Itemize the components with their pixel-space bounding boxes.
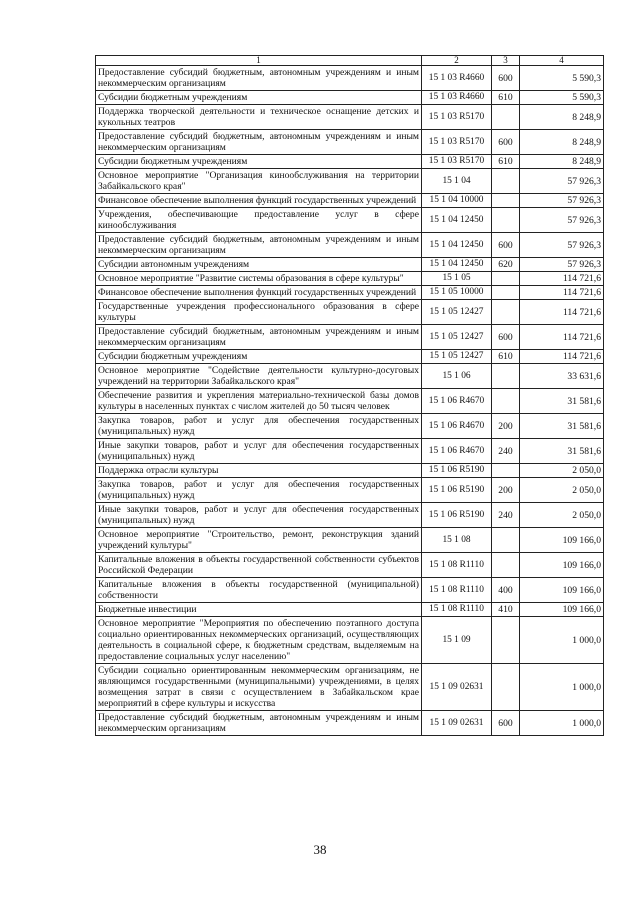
row-expense-type-cell: 240 [492, 503, 520, 528]
row-amount-cell: 2 050,0 [520, 464, 604, 478]
row-code-cell: 15 1 03 R5170 [422, 155, 492, 169]
row-expense-type-cell: 200 [492, 478, 520, 503]
row-expense-type-cell [492, 300, 520, 325]
row-expense-type-cell [492, 389, 520, 414]
row-code-cell: 15 1 06 R5190 [422, 478, 492, 503]
table-row [96, 286, 604, 300]
row-name-cell: Государственные учреждения профессионального образования в сфере культуры [96, 300, 422, 325]
table-row [96, 603, 604, 617]
row-amount-cell: 2 050,0 [520, 503, 604, 528]
row-name-cell: Предоставление субсидий бюджетным, автономным учреждениям и иным некоммерческим организациям [96, 130, 422, 155]
row-name-cell: Субсидии бюджетным учреждениям [96, 91, 422, 105]
table-row [96, 208, 604, 233]
row-amount-cell: 33 631,6 [520, 364, 604, 389]
row-name-cell: Субсидии бюджетным учреждениям [96, 155, 422, 169]
table-row [96, 414, 604, 439]
row-amount-cell: 57 926,3 [520, 169, 604, 194]
row-expense-type-cell: 410 [492, 603, 520, 617]
row-amount-cell: 114 721,6 [520, 350, 604, 364]
row-code-cell: 15 1 08 R1110 [422, 603, 492, 617]
row-amount-cell: 8 248,9 [520, 155, 604, 169]
row-amount-cell: 31 581,6 [520, 439, 604, 464]
table-row [96, 66, 604, 91]
row-expense-type-cell [492, 208, 520, 233]
row-name-cell: Иные закупки товаров, работ и услуг для обеспечения государственных (муниципальных) нужд [96, 439, 422, 464]
row-name-cell: Поддержка творческой деятельности и техническое оснащение детских и кукольных театров [96, 105, 422, 130]
row-name-cell: Финансовое обеспечение выполнения функций государственных учреждений [96, 286, 422, 300]
row-expense-type-cell [492, 194, 520, 208]
row-code-cell: 15 1 04 10000 [422, 194, 492, 208]
row-expense-type-cell: 600 [492, 711, 520, 736]
row-amount-cell: 114 721,6 [520, 272, 604, 286]
row-code-cell: 15 1 06 R5190 [422, 464, 492, 478]
row-amount-cell: 57 926,3 [520, 258, 604, 272]
row-amount-cell: 114 721,6 [520, 286, 604, 300]
row-name-cell: Основное мероприятие "Содействие деятельности культурно-досуговых учреждений на территории Забайкальского края" [96, 364, 422, 389]
row-code-cell: 15 1 05 12427 [422, 350, 492, 364]
row-amount-cell: 2 050,0 [520, 478, 604, 503]
row-code-cell: 15 1 09 [422, 617, 492, 664]
row-expense-type-cell: 620 [492, 258, 520, 272]
row-code-cell: 15 1 04 12450 [422, 258, 492, 272]
row-name-cell: Субсидии социально ориентированным некоммерческим организациям, не являющимся государственными (муниципальными) учреждениями, в целях возмещения затрат в связи с осуществлением в Забайкальском крае мероприятий в сфере культуры и искусства [96, 664, 422, 711]
row-expense-type-cell [492, 364, 520, 389]
row-code-cell: 15 1 05 12427 [422, 325, 492, 350]
table-row [96, 711, 604, 736]
row-expense-type-cell: 240 [492, 439, 520, 464]
row-name-cell: Основное мероприятие "Развитие системы образования в сфере культуры" [96, 272, 422, 286]
row-amount-cell: 57 926,3 [520, 194, 604, 208]
row-name-cell: Обеспечение развития и укрепления материально-технической базы домов культуры в населенных пунктах с числом жителей до 50 тысяч человек [96, 389, 422, 414]
row-expense-type-cell: 600 [492, 130, 520, 155]
table-row [96, 503, 604, 528]
row-expense-type-cell: 200 [492, 414, 520, 439]
table-row [96, 364, 604, 389]
row-amount-cell: 57 926,3 [520, 233, 604, 258]
table-row [96, 194, 604, 208]
row-amount-cell: 109 166,0 [520, 603, 604, 617]
row-code-cell: 15 1 05 12427 [422, 300, 492, 325]
header-cell: 4 [520, 56, 604, 66]
row-code-cell: 15 1 05 10000 [422, 286, 492, 300]
row-code-cell: 15 1 06 R5190 [422, 503, 492, 528]
row-name-cell: Закупка товаров, работ и услуг для обеспечения государственных (муниципальных) нужд [96, 478, 422, 503]
table-row [96, 233, 604, 258]
row-name-cell: Иные закупки товаров, работ и услуг для обеспечения государственных (муниципальных) нужд [96, 503, 422, 528]
row-name-cell: Капитальные вложения в объекты государственной (муниципальной) собственности [96, 578, 422, 603]
table-row [96, 350, 604, 364]
table-row [96, 617, 604, 664]
row-code-cell: 15 1 09 02631 [422, 711, 492, 736]
row-code-cell: 15 1 04 12450 [422, 208, 492, 233]
row-name-cell: Предоставление субсидий бюджетным, автономным учреждениям и иным некоммерческим организациям [96, 325, 422, 350]
row-name-cell: Субсидии автономным учреждениям [96, 258, 422, 272]
table-row [96, 528, 604, 553]
row-expense-type-cell [492, 105, 520, 130]
row-amount-cell: 5 590,3 [520, 91, 604, 105]
row-expense-type-cell: 610 [492, 155, 520, 169]
row-code-cell: 15 1 06 [422, 364, 492, 389]
row-amount-cell: 8 248,9 [520, 130, 604, 155]
row-amount-cell: 114 721,6 [520, 300, 604, 325]
table-row [96, 439, 604, 464]
row-amount-cell: 31 581,6 [520, 414, 604, 439]
row-amount-cell: 8 248,9 [520, 105, 604, 130]
table-row [96, 300, 604, 325]
row-name-cell: Основное мероприятие "Строительство, ремонт, реконструкция зданий учреждений культуры" [96, 528, 422, 553]
row-name-cell: Бюджетные инвестиции [96, 603, 422, 617]
table-row [96, 389, 604, 414]
row-code-cell: 15 1 08 R1110 [422, 553, 492, 578]
row-expense-type-cell [492, 286, 520, 300]
table-row [96, 272, 604, 286]
row-name-cell: Поддержка отрасли культуры [96, 464, 422, 478]
row-amount-cell: 57 926,3 [520, 208, 604, 233]
table-row [96, 91, 604, 105]
row-amount-cell: 1 000,0 [520, 711, 604, 736]
row-expense-type-cell [492, 272, 520, 286]
table-row [96, 155, 604, 169]
row-name-cell: Финансовое обеспечение выполнения функций государственных учреждений [96, 194, 422, 208]
row-expense-type-cell: 610 [492, 350, 520, 364]
row-code-cell: 15 1 06 R4670 [422, 414, 492, 439]
row-code-cell: 15 1 05 [422, 272, 492, 286]
row-name-cell: Закупка товаров, работ и услуг для обеспечения государственных (муниципальных) нужд [96, 414, 422, 439]
row-expense-type-cell: 610 [492, 91, 520, 105]
row-code-cell: 15 1 03 R5170 [422, 105, 492, 130]
table-row [96, 478, 604, 503]
row-expense-type-cell [492, 464, 520, 478]
row-amount-cell: 109 166,0 [520, 553, 604, 578]
row-expense-type-cell: 600 [492, 233, 520, 258]
row-code-cell: 15 1 06 R4670 [422, 439, 492, 464]
table-row [96, 169, 604, 194]
header-cell: 2 [422, 56, 492, 66]
row-name-cell: Основное мероприятие "Мероприятия по обеспечению поэтапного доступа социально ориентированных некоммерческих организаций, осуществляющих деятельность в социальной сфере, к бюджетным средствам, выделяемым на предоставление социальных услуг населению" [96, 617, 422, 664]
row-amount-cell: 109 166,0 [520, 528, 604, 553]
row-amount-cell: 5 590,3 [520, 66, 604, 91]
table-row [96, 464, 604, 478]
table-row [96, 664, 604, 711]
row-code-cell: 15 1 03 R5170 [422, 130, 492, 155]
page-number: 38 [313, 842, 327, 857]
row-expense-type-cell [492, 528, 520, 553]
table-row [96, 105, 604, 130]
row-code-cell: 15 1 06 R4670 [422, 389, 492, 414]
table-row [96, 578, 604, 603]
row-expense-type-cell: 400 [492, 578, 520, 603]
row-code-cell: 15 1 03 R4660 [422, 66, 492, 91]
row-code-cell: 15 1 04 [422, 169, 492, 194]
row-name-cell: Предоставление субсидий бюджетным, автономным учреждениям и иным некоммерческим организациям [96, 66, 422, 91]
row-name-cell: Предоставление субсидий бюджетным, автономным учреждениям и иным некоммерческим организациям [96, 711, 422, 736]
table-row [96, 325, 604, 350]
row-amount-cell: 1 000,0 [520, 664, 604, 711]
budget-table [95, 55, 604, 736]
row-expense-type-cell: 600 [492, 66, 520, 91]
row-amount-cell: 114 721,6 [520, 325, 604, 350]
table-body [96, 66, 604, 736]
row-name-cell: Субсидии бюджетным учреждениям [96, 350, 422, 364]
row-expense-type-cell [492, 617, 520, 664]
row-amount-cell: 109 166,0 [520, 578, 604, 603]
row-expense-type-cell [492, 553, 520, 578]
row-code-cell: 15 1 08 R1110 [422, 578, 492, 603]
row-name-cell: Предоставление субсидий бюджетным, автономным учреждениям и иным некоммерческим организациям [96, 233, 422, 258]
row-code-cell: 15 1 03 R4660 [422, 91, 492, 105]
row-expense-type-cell [492, 664, 520, 711]
row-code-cell: 15 1 09 02631 [422, 664, 492, 711]
table-row [96, 258, 604, 272]
row-expense-type-cell [492, 169, 520, 194]
row-name-cell: Учреждения, обеспечивающие предоставление услуг в сфере кинообслуживания [96, 208, 422, 233]
row-name-cell: Основное мероприятие "Организация кинообслуживания на территории Забайкальского края" [96, 169, 422, 194]
table-header-row [96, 56, 604, 66]
table-row [96, 130, 604, 155]
row-code-cell: 15 1 04 12450 [422, 233, 492, 258]
row-name-cell: Капитальные вложения в объекты государственной собственности субъектов Российской Федерации [96, 553, 422, 578]
row-expense-type-cell: 600 [492, 325, 520, 350]
row-code-cell: 15 1 08 [422, 528, 492, 553]
header-cell: 1 [96, 56, 422, 66]
header-cell: 3 [492, 56, 520, 66]
table-row [96, 553, 604, 578]
row-amount-cell: 31 581,6 [520, 389, 604, 414]
row-amount-cell: 1 000,0 [520, 617, 604, 664]
